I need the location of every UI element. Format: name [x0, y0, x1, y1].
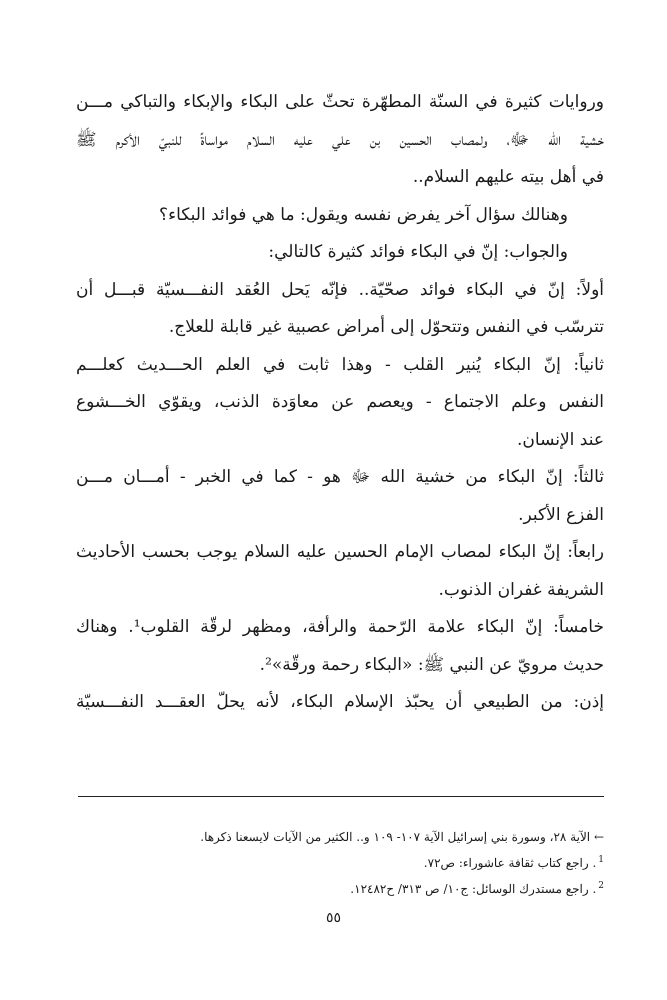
- footnote-text: . راجع كتاب ثقافة عاشوراء: ص٧٢.: [423, 856, 597, 870]
- text-line: والجواب: إنّ في البكاء فوائد كثيرة كالتالي:: [268, 242, 568, 262]
- text-line: ثالثاً: إنّ البكاء من خشية الله ﷻ هو - كما في الخبر - أمـــان مـــن: [76, 467, 604, 487]
- page-number: ٥٥: [325, 910, 342, 926]
- footnote-text: . راجع مستدرك الوسائل: ج١٠/ ص ٣١٣/ ح١٢٤٨٢.: [350, 882, 597, 896]
- text-line: تترسّب في النفس وتتحوّل إلى أمراض عصبية غير قابلة للعلاج.: [168, 317, 604, 337]
- text-line: النفس وعلم الاجتماع - ويعصم عن معاوَدة الذنب، ويقوّي الخـــشوع: [76, 392, 604, 412]
- text-line: وروايات كثيرة في السنّة المطهّرة تحثّ على البكاء والإبكاء والتباكي مـــن: [76, 92, 604, 112]
- footnotes: [80, 826, 604, 901]
- footnote-mark: 2: [598, 881, 604, 891]
- footnote: [80, 875, 604, 901]
- text-line: أولاً: إنّ في البكاء فوائد صحّيّة.. فإنّه يَحل العُقد النفـــسيّة قبـــل أن: [76, 279, 604, 300]
- main-text: [76, 84, 604, 722]
- footnote-divider: [78, 796, 604, 797]
- text-line: وهنالك سؤال آخر يفرض نفسه ويقول: ما هي فوائد البكاء؟: [159, 204, 568, 225]
- text-line: الفزع الأكبر.: [518, 504, 604, 525]
- text-line: رابعاً: إنّ البكاء لمصاب الإمام الحسين عليه السلام يوجب بحسب الأحاديث: [76, 542, 604, 562]
- text-line: الشريفة غفران الذنوب.: [438, 579, 604, 600]
- text-line: خامساً: إنّ البكاء علامة الرّحمة والرأفة، ومظهر لرقّة القلوب¹. وهناك: [76, 617, 604, 637]
- footnote-text: ← الآية ٢٨، وسورة بني إسرائيل الآية ١٠٧- ١٠٩ و.. الكثير من الآيات لايسعنا ذكرها.: [200, 830, 604, 844]
- footnote: [80, 826, 604, 849]
- footnote-mark: 1: [598, 855, 604, 865]
- text-line: في أهل بيته عليهم السلام..: [412, 167, 604, 187]
- text-line: ثانياً: إنّ البكاء يُنير القلب - وهذا ثابت في العلم الحـــديث كعلـــم: [76, 354, 604, 375]
- text-line: عند الإنسان.: [517, 429, 604, 450]
- text-line: خشية الله ﷻ، ولمصاب الحسين بن علي عليه السلام مواساةً للنبيّ الأكرم ﷺ: [76, 129, 604, 150]
- footnote: [80, 849, 604, 875]
- text-line: حديث مرويّ عن النبي ﷺ: «البكاء رحمة ورقّة»².: [259, 654, 604, 675]
- text-line: إذن: من الطبيعي أن يحبّذ الإسلام البكاء، لأنه يحلّ العقـــد النفـــسيّة: [76, 692, 604, 712]
